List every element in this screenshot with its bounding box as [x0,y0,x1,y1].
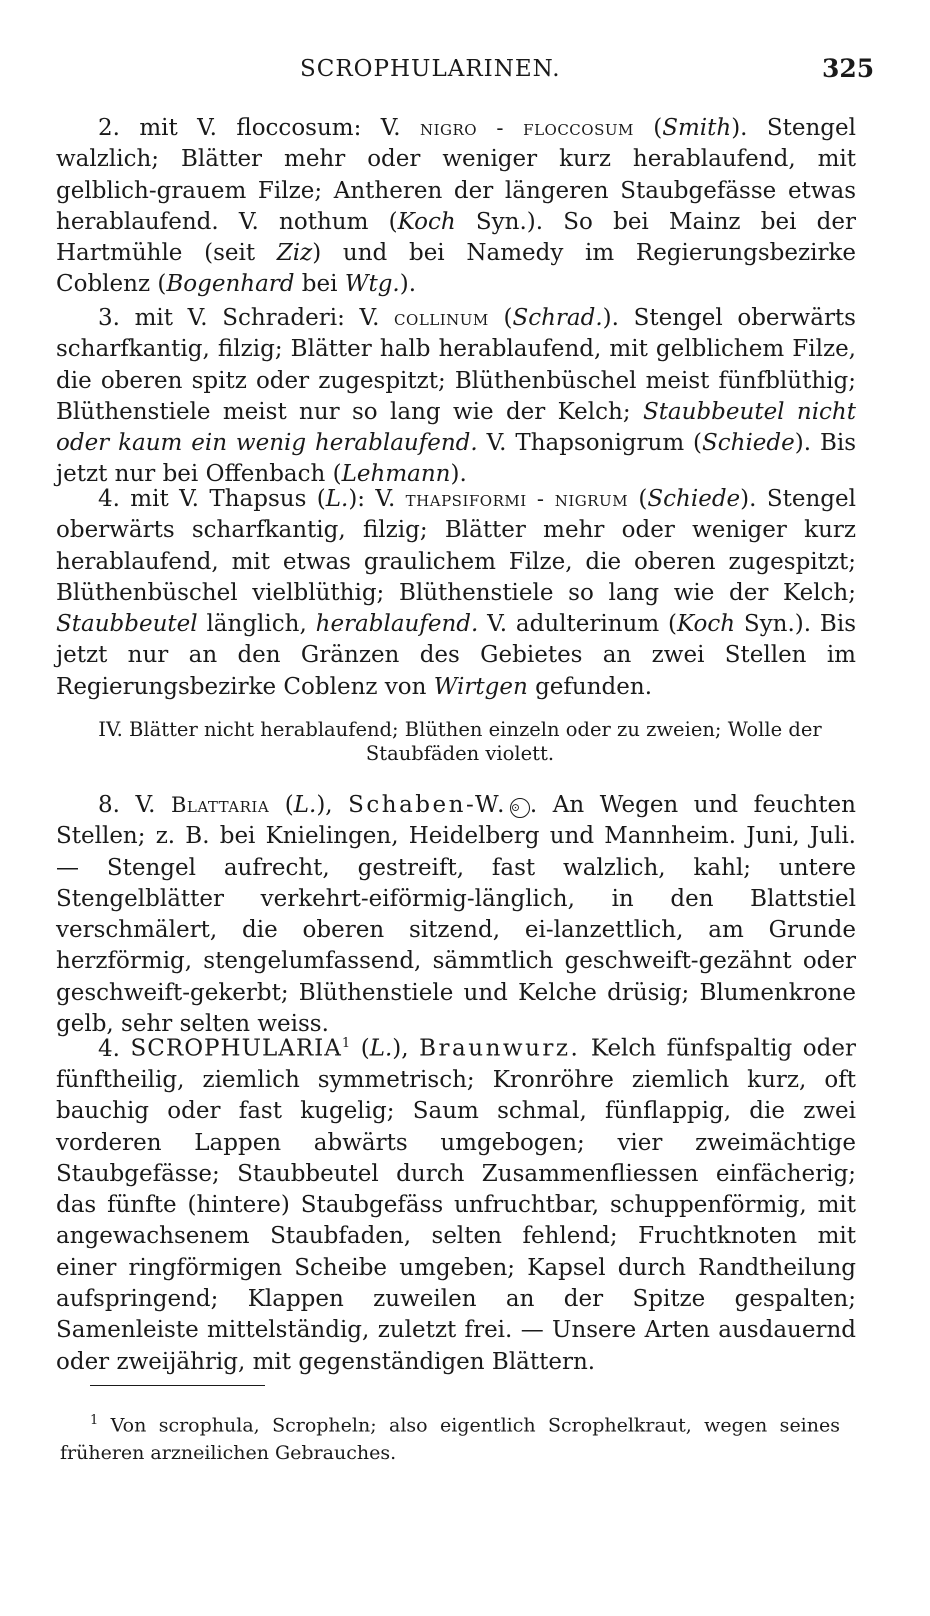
paren: ). [399,271,417,298]
entry-number: 3. mit [98,305,188,331]
synonym-author: Schiede [702,430,795,457]
description: Kelch fünfspaltig oder fünftheilig, ziemlich symmetrisch; Kronröhre ziemlich kurz, oft bauchig oder fast kugelig; Saum schmal, fünflappig, die zwei vorderen Lappen abwärts umgebogen; vier zweimächtige Staubgefässe; Staubbeutel durch Zusammenfliessen einfächerig; das fünfte (hintere) Staubgefäss unfruchtbar, schuppenförmig, mit angewachsenem Staubfaden, selten fehlend; Fruchtknoten mit einer ringförmigen Scheibe umgeben; Kapsel durch Randtheilung aufspringend; Klappen zuweilen an der Spitze gespalten; Samenleiste mittelständig, zuletzt frei. — Unsere Arten ausdauernd oder zweijährig, mit gegenständigen Blättern. [56,1035,856,1375]
section-heading-iv: IV. Blätter nicht herablaufend; Blüthen einzeln oder zu zweien; Wolle der Staubfäden violett. [98,718,822,765]
paren: ). [450,461,467,488]
paren: ), [392,1035,420,1062]
running-header [0,50,930,90]
hybrid-entry-2 [56,113,856,301]
description: Stengel walzlich; Blätter mehr oder weniger kurz herablaufend, mit gelblich-grauem Filze; Antheren der längeren Staubgefässe etwas herablaufend. V. nothum ( [56,115,856,235]
hybrid-name: thapsiformi - nigrum [405,487,629,511]
connector: bei [294,271,345,298]
parent-species: V. Schraderi [187,305,338,331]
paren: ). [731,115,748,141]
locality-author: Ziz [276,240,313,267]
separator: : V. [353,115,420,141]
collector: Bogenhard [166,271,295,298]
page-number: 325 [822,54,875,83]
paren: ), [316,792,349,818]
paren: ( [269,792,294,818]
paren: ( [350,1035,370,1062]
footnote-text: Von scrophula, Scropheln; also eigentlich Scrophelkraut, wegen seines früheren arzneilichen Gebrauches. [60,1414,840,1465]
collector: Wirtgen [433,673,528,700]
footnote [60,1407,840,1467]
description: länglich, [197,611,316,638]
hybrid-entry-4 [56,484,856,703]
description: ) und bei Namedy im Regierungsbezirke Coblenz ( [56,240,856,298]
description: ). Bis jetzt nur bei Offenbach ( [56,430,857,488]
description: gefunden. [527,673,653,700]
collector: Wtg. [344,271,400,298]
entry-number: 2. mit [98,115,198,141]
species-entry-8 [56,790,856,1040]
author: Smith [662,115,732,141]
author: L. [369,1035,393,1062]
author: Schrad. [512,305,603,331]
footnote-reference[interactable]: 1 [341,1036,351,1051]
common-name: Schaben-W. [348,792,507,818]
hybrid-name: collinum [394,306,489,330]
genus-entry-scrophularia [56,1028,856,1378]
description: . An Wegen und feuchten Stellen; z. B. bei Knielingen, Heidelberg und Mannheim. Juni, Juli. — Stengel aufrecht, gestreift, fast walzlich, kahl; untere Stengelblätter verkehrt-eiförmig-länglich, in den Blattstiel verschmälert, die oberen sitzend, ei-lanzettlich, am Grunde herzförmig, stengelumfassend, sämmtlich geschweift-gezähnt oder geschweift-gekerbt; Blüthenstiele und Kelche drüsig; Blumenkrone gelb, sehr selten weiss. [56,792,856,1038]
entry-number: 8. V. [98,792,171,818]
author: L. [293,792,317,818]
hybrid-entry-3 [56,303,856,491]
synonym: V. Thapsonigrum ( [477,430,702,457]
entry-number: 4. mit [98,486,180,512]
collector: Lehmann [341,461,451,488]
parent-species: V. floccosum [197,115,354,141]
paren: ). [602,305,619,331]
species-name: Blattaria [170,793,270,817]
footnote-marker: 1 [90,1413,99,1428]
paren: ( [306,486,326,512]
italic-description: Staubbeutel nicht oder kaum ein wenig herablaufend. [56,398,856,457]
description: Stengel oberwärts scharfkantig, filzig; Blätter halb herablaufend, mit gelblichem Filze, die oberen spitz oder zugespitzt; Blüthenbüschel meist fünfblüthig; Blüthenstiele meist nur so lang wie der Kelch; [56,305,856,425]
description: Syn.). So bei Mainz bei der Hartmühle (seit [56,208,857,267]
synonym-author: Koch [676,611,736,638]
parent-author: L. [325,486,349,512]
separator: : V. [337,305,395,331]
separator: ): V. [348,486,406,512]
footnote-divider [90,1385,265,1386]
author: Schiede [647,486,741,512]
description: Stengel oberwärts scharfkantig, filzig; Blätter mehr oder weniger kurz herablaufend, mit etwas graulichem Filze, die oberen zugespitzt; Blüthenbüschel vielblüthig; Blüthenstiele so lang wie der Kelch; [56,486,856,606]
description: Syn.). Bis jetzt nur an den Gränzen des Gebietes an zwei Stellen im Regierungsbezirke Coblenz von [56,611,856,700]
genus-name: SCROPHULARIA [130,1035,342,1062]
annual-symbol-icon: ⊙ [510,798,530,818]
paren: ( [488,305,513,331]
synonym-author: Koch [397,208,456,235]
italic-term: Staubbeutel [56,611,198,638]
paren: ). [740,486,757,512]
entry-number: 4. [98,1035,131,1062]
paren: ( [628,486,648,512]
parent-species: V. Thapsus [179,486,307,512]
italic-term: herablaufend. [315,611,479,638]
synonym: V. adulterinum ( [478,611,677,638]
running-title: SCROPHULARINEN. [300,56,561,82]
paren: ( [633,115,663,141]
hybrid-name: nigro - floccosum [419,116,634,140]
common-name: Braunwurz. [419,1035,581,1062]
